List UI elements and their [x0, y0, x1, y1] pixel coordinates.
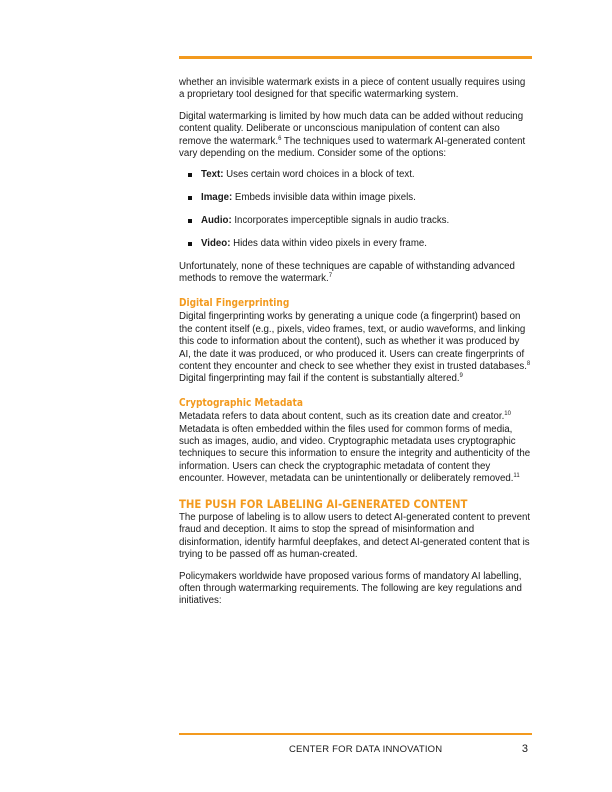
footnote-ref[interactable]: 9	[459, 373, 463, 380]
page-content	[179, 77, 532, 617]
list-item: Image: Embeds invisible data within image pixels.	[179, 192, 532, 204]
footnote-ref[interactable]: 10	[504, 411, 511, 418]
footnote-ref[interactable]: 8	[526, 360, 531, 367]
subheading-metadata: Cryptographic Metadata	[179, 396, 303, 409]
bullet-icon	[188, 219, 192, 223]
list-item: Video: Hides data within video pixels in every frame.	[179, 238, 532, 250]
page-number: 3	[521, 743, 528, 755]
medium-list	[179, 169, 532, 250]
subheading-fingerprinting: Digital Fingerprinting	[179, 296, 290, 309]
paragraph: Metadata refers to data about content, such as its creation date and creator.$^{10}$ Metadata is often embedded within the files used for common forms of media, such as images, audio, and video. Cryptographic metadata uses cryptographic techniques to secure this information to ensure the integrity and authenticity of the information. Users can check the cryptographic metadata of content they encounter. However, metadata can be unintentionally or deliberately removed.$^{11}$	[179, 411, 531, 485]
list-item: Audio: Incorporates imperceptible signals in audio tracks.	[179, 215, 532, 227]
paragraph: Digital watermarking is limited by how much data can be added without reducing content quality. Deliberate or unconscious manipulation of content can also remove the watermark.$^6$ The techniques used to watermark AI-generated content vary depending on the medium. Consider some of the options:	[179, 110, 526, 160]
footer-rule	[179, 733, 532, 735]
footnote-ref[interactable]: 11	[513, 473, 520, 480]
footnote-ref[interactable]: 7	[328, 273, 333, 280]
paragraph: The purpose of labeling is to allow users to detect AI-generated content to prevent fraud and deception. It aims to stop the spread of misinformation and disinformation, identify harmful deepfakes, and detect AI-generated content that is trying to be passed off as human-created.	[179, 511, 531, 561]
paragraph: whether an invisible watermark exists in a piece of content usually requires using a proprietary tool designed for that specific watermarking system.	[179, 77, 526, 101]
bullet-icon	[188, 242, 192, 246]
footnote-ref[interactable]: 6	[278, 135, 282, 142]
paragraph: Digital fingerprinting works by generating a unique code (a fingerprint) based on the content itself (e.g., pixels, video frames, text, or audio waveforms, and linking this code to information about the content), such as whether it was produced by AI, the date it was produced, or who produced it. Users can create fingerprints of content they encounter and check to see whether they exist in trusted databases.$^8$ Digital fingerprinting may fail if the content is substantially altered.$^9$	[179, 311, 531, 385]
paragraph: Policymakers worldwide have proposed various forms of mandatory AI labelling, often through watermarking requirements. The following are key regulations and initiatives:	[179, 570, 522, 607]
list-item: Text: Uses certain word choices in a block of text.	[179, 169, 532, 181]
section-heading: THE PUSH FOR LABELING AI-GENERATED CONTENT	[179, 496, 468, 511]
bullet-icon	[188, 196, 192, 200]
footer-org: CENTER FOR DATA INNOVATION	[289, 744, 443, 755]
paragraph: Unfortunately, none of these techniques are capable of withstanding advanced methods to remove the watermark.$^7$	[179, 261, 515, 285]
header-rule	[179, 56, 532, 59]
bullet-icon	[188, 173, 192, 177]
